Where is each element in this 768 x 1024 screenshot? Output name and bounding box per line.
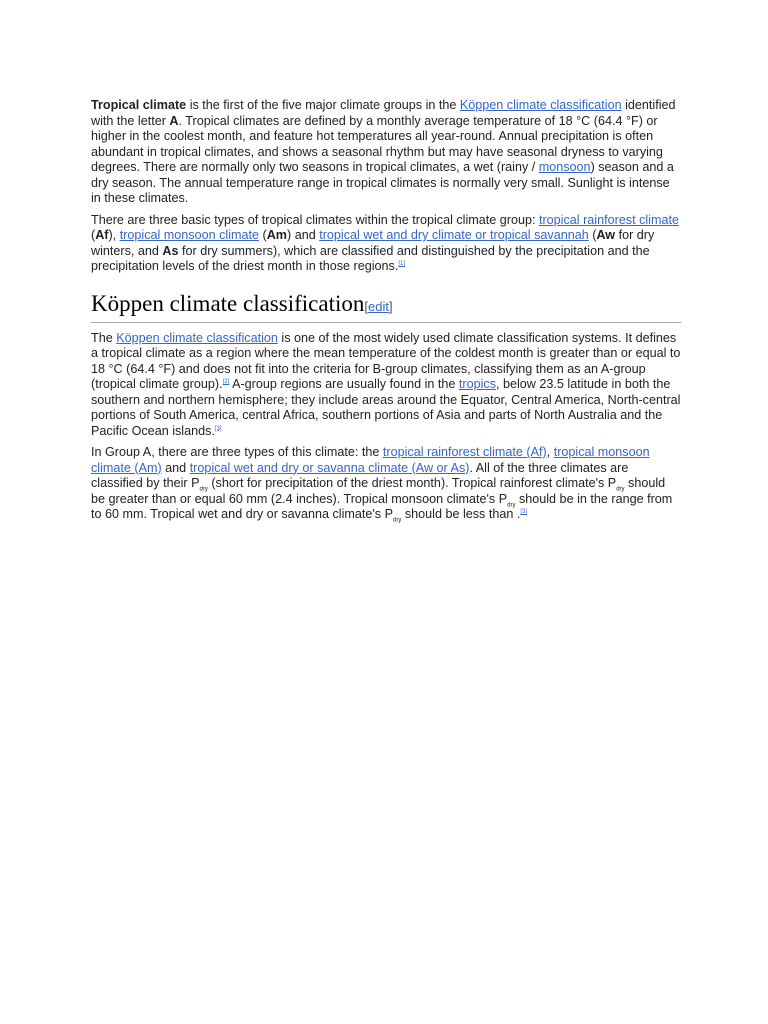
text-run: A-group regions are usually found in the [229, 377, 459, 391]
edit-link[interactable]: edit [367, 298, 389, 314]
article-content [91, 98, 681, 529]
text-run: for dry winters, and [91, 228, 655, 258]
link-tropical-monsoon-climate[interactable]: tropical monsoon climate [119, 228, 259, 242]
climate-code: Am [266, 228, 287, 242]
text-run: In Group A, there are three types of this climate: the [91, 445, 383, 459]
link-tropical-monsoon-climate-am[interactable]: tropical monsoon climate (Am) [91, 445, 650, 475]
link-tropical-wet-and-dry-climate-aw-as[interactable]: tropical wet and dry or savanna climate (Aw or As) [189, 460, 470, 475]
text-run: , [546, 445, 554, 459]
climate-code: Aw [596, 228, 616, 242]
text-run: ( [91, 228, 96, 242]
link-tropical-wet-and-dry-climate[interactable]: tropical wet and dry climate or tropical savannah [319, 228, 589, 242]
text-run: should be less than . [401, 507, 521, 521]
text-run: The [91, 330, 117, 345]
text-run: is the first of the five major climate groups in the [186, 98, 460, 112]
link-koppen-climate-classification[interactable]: Köppen climate classification [459, 98, 622, 112]
text-run: is one of the most widely used climate classification systems. It defines a tropical climate as a region where the mean temperature of the coldest month is greater than or equal to 18 °C (64.4 °F) and does not fit into the criteria for B-group climates, classifying them as an A-group (tropical climate group). [91, 330, 681, 391]
text-run: should be greater than or equal 60 mm (2.4 inches). Tropical monsoon climate's P [91, 476, 666, 506]
text-run: There are three basic types of tropical climates within the tropical climate group: [91, 212, 539, 227]
subscript-dry: dry [199, 486, 208, 493]
intro-paragraph-2 [91, 213, 681, 275]
text-run: ( [259, 228, 267, 242]
article-term: Tropical climate [91, 98, 187, 112]
citation-link[interactable]: [3] [214, 425, 222, 432]
text-run: identified with the letter [91, 98, 676, 128]
link-koppen-climate-classification[interactable]: Köppen climate classification [116, 330, 278, 345]
citation-link[interactable]: [3] [520, 508, 528, 515]
text-run: should be in the range from to 60 mm. Tropical wet and dry or savanna climate's P [91, 491, 673, 521]
link-monsoon[interactable]: monsoon [538, 160, 591, 174]
text-run: ) and [287, 228, 320, 242]
edit-section [364, 299, 392, 314]
text-run: . All of the three climates are classified by their P [91, 460, 629, 490]
section-paragraph-2 [91, 445, 681, 523]
link-tropical-rainforest-climate[interactable]: tropical rainforest climate [538, 212, 679, 227]
subscript-dry: dry [507, 502, 516, 509]
intro-paragraph-1 [91, 98, 681, 207]
climate-code: Af [95, 228, 109, 242]
link-tropics[interactable]: tropics [458, 377, 496, 391]
subscript-dry: dry [393, 517, 402, 524]
text-run: (short for precipitation of the driest month). Tropical rainforest climate's P [207, 476, 617, 490]
text-run: ) season and a dry season. The annual temperature range in tropical climates is normally very small. Sunlight is intense in these climates. [91, 160, 674, 205]
section-heading [91, 291, 681, 323]
climate-code: As [162, 243, 179, 258]
section-title: Köppen climate classification [91, 290, 365, 316]
text-run: , below 23.5 latitude in both the southern and northern hemisphere; they include areas around the Equator, Central America, North-central portions of South America, central Africa, southern portions of Asia and parts of North Australia and the Pacific Ocean islands. [91, 377, 681, 438]
text-run: for dry summers), which are classified and distinguished by the precipitation and the precipitation levels of the driest month in those regions. [91, 243, 650, 273]
citation-link[interactable]: [1] [398, 260, 405, 267]
text-run: ), [108, 228, 120, 242]
edit-bracket-open: [ [364, 298, 368, 314]
subscript-dry: dry [616, 486, 625, 493]
text-run: . Tropical climates are defined by a monthly average temperature of 18 °C (64.4 °F) or higher in the coolest month, and feature hot temperatures all year-round. Annual precipitation is often abundant in tropical climates, and shows a seasonal rhythm but may have seasonal dryness to varying degrees. There are normally only two seasons in tropical climates, a wet (rainy / [91, 113, 663, 174]
citation-link[interactable]: [2] [222, 378, 230, 385]
edit-bracket-close: ] [388, 298, 393, 314]
section-paragraph-1 [91, 331, 681, 440]
text-run: ( [588, 228, 597, 242]
group-letter: A [169, 113, 179, 128]
text-run: and [161, 460, 190, 475]
link-tropical-rainforest-climate-af[interactable]: tropical rainforest climate (Af) [382, 445, 547, 459]
